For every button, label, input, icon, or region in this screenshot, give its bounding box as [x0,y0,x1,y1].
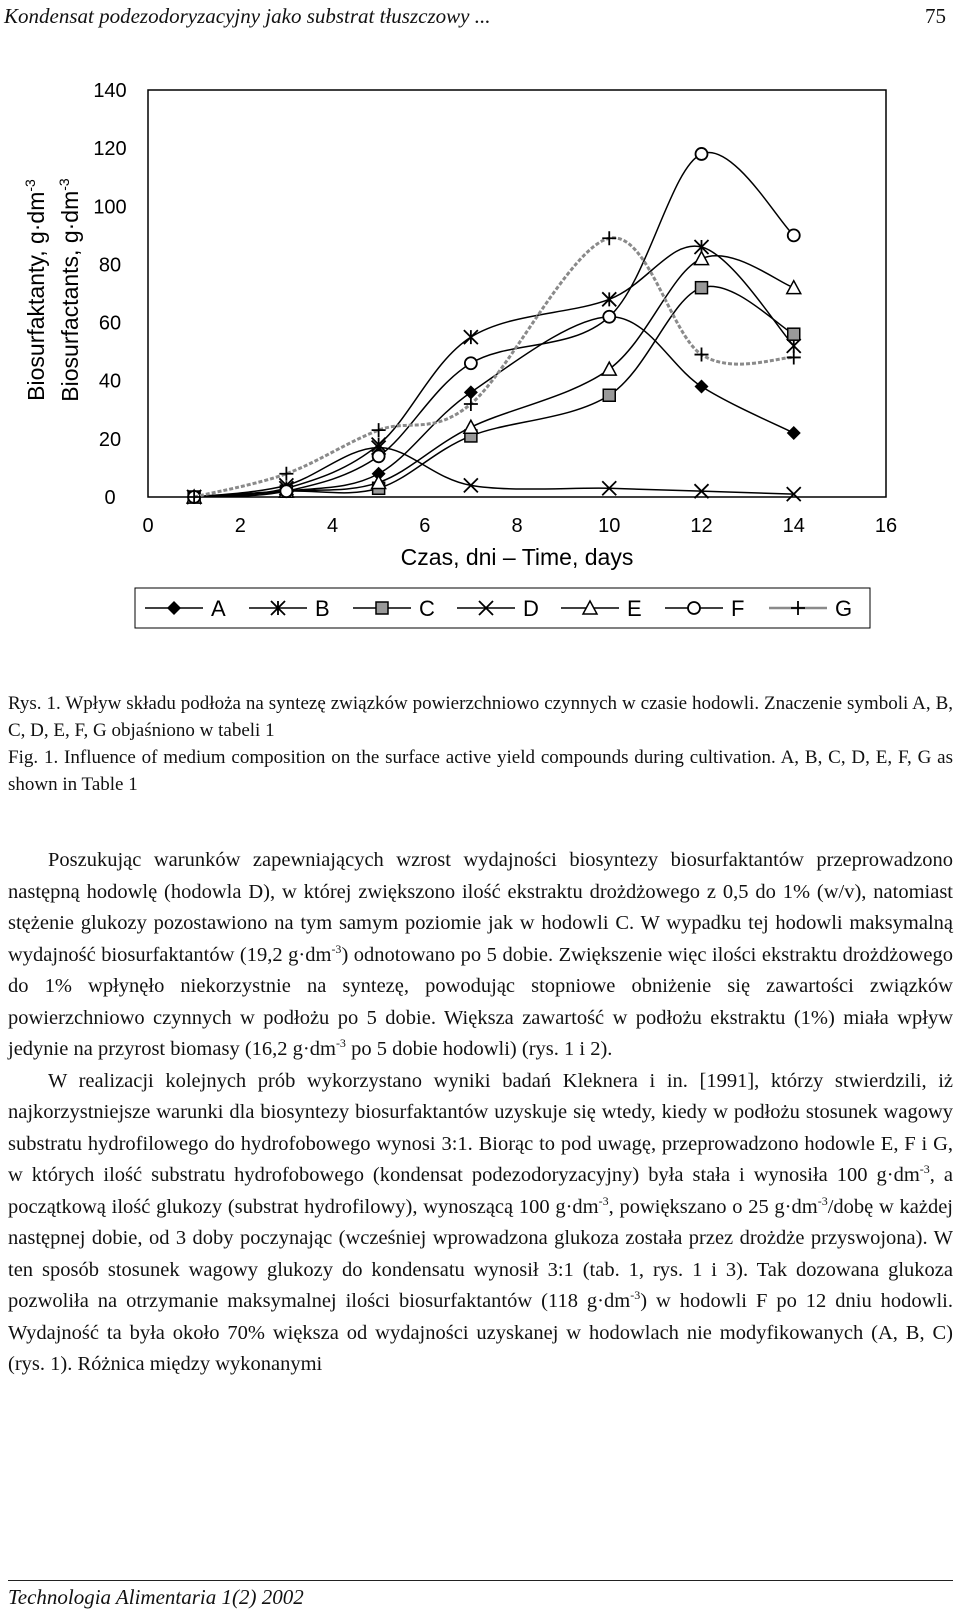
y-tick-label: 140 [93,80,127,102]
x-tick-label: 10 [598,515,621,537]
legend-label: D [523,596,539,621]
legend-item-D [457,596,539,621]
series-line-C [194,286,794,497]
y-tick-label: 60 [98,312,122,335]
x-tick-labels [142,515,897,537]
legend-item-G [769,596,852,621]
data-point-G [787,350,801,364]
data-point-E [695,252,709,265]
x-tick-label: 6 [419,515,431,537]
footer-rule [8,1580,953,1581]
caption-en: Fig. 1. Influence of medium composition on the surface active yield compounds during cultivation. A, B, C, D, E, F, G as shown in Table 1 [8,747,953,795]
data-point-F [373,450,385,462]
x-tick-label: 14 [782,515,805,537]
y-tick-label: 120 [93,138,127,161]
legend-item-B [249,596,330,621]
legend-item-F [665,596,744,621]
data-point-G [279,467,293,481]
series-B [187,240,801,504]
x-axis-label: Czas, dni – Time, days [400,544,634,570]
body-text [8,845,953,1381]
series-line-A [194,317,794,497]
data-point-F [465,357,477,369]
y-tick-label: 40 [98,370,122,393]
data-point-F [603,311,615,323]
paragraph-2: W realizacji kolejnych prób wykorzystano wyniki badań Kleknera i in. [1991], którzy stwierdzili, iż najkorzystniejsze warunki dla biosyntezy biosurfaktantów uzyskuje się wtedy, kiedy w podłożu stosunek wagowy substratu hydrofilowego do hydrofobowego wynosi 3:1. Biorąc to pod uwagę, przeprowadzono hodowle E, F i G, w których ilość substratu hydrofobowego (kondensat podezodoryzacyjny) była stała i wynosiła 100 $g\cdot dm^{-3}$, a początkową ilość glukozy (substrat hydrofilowy), wynoszącą 100 $g\cdot dm^{-3}$, powiększano o 25 $g\cdot dm^{-3}$/dobę w każdej następnej dobie, od 3 doby poczynając (wcześniej wprowadzona glukoza została przez drożdże przyswojona). W ten sposób stosunek wagowy glukozy do kondensatu wynosił 3:1 (tab. 1, rys. 1 i 3). Tak dozowana glukoza pozwoliła na otrzymanie maksymalnej ilości biosurfaktantów (118 $g\cdot dm^{-3}$) w hodowli F po 12 dniu hodowli. Wydajność ta była około 70% większa od wydajności uzyskanej w hodowlach nie modyfikowanych (A, B, C) (rys. 1). Różnica między wykonanymi [8,1069,954,1375]
series-layer [187,148,801,504]
legend-label: A [211,596,226,621]
legend-label: C [419,596,435,621]
legend-marker [688,602,700,614]
legend-label: G [835,596,853,621]
y-tick-label: 0 [104,487,116,509]
series-line-G [194,238,794,497]
legend-item-E [561,596,642,621]
running-title: Kondensat podezodoryzacyjny jako substrat tłuszczowy ... [4,4,491,28]
x-tick-label: 4 [326,515,339,537]
y-tick-label: 100 [93,196,127,219]
data-point-B [602,292,616,306]
legend [145,596,852,621]
data-point-F [696,148,708,160]
plot-area [148,90,886,497]
data-point-C [603,389,615,401]
legend-item-C [353,596,435,621]
data-point-E [787,281,801,294]
legend-marker [376,602,388,614]
x-tick-label: 8 [511,515,523,537]
data-point-F [788,229,800,241]
data-point-F [280,485,292,497]
x-tick-label: 0 [142,515,154,537]
x-tick-label: 16 [874,515,898,537]
y-axis-label-pl: Biosurfaktanty, $g\cdot dm^{-3}$ [22,179,49,401]
legend-item-A [145,596,226,621]
y-tick-labels [93,80,126,509]
legend-label: F [731,596,745,621]
data-point-C [696,282,708,294]
data-point-A [787,426,801,440]
x-tick-label: 12 [690,515,713,537]
legend-marker [791,601,805,615]
figure-1-chart [0,60,960,640]
figure-caption [8,690,953,798]
caption-pl: Rys. 1. Wpływ składu podłoża na syntezę związków powierzchniowo czynnych w czasie hodowli. Znaczenie symboli A, B, C, D, E, F, G objaśniono w tabeli 1 [8,693,953,741]
y-tick-label: 80 [98,254,122,277]
data-point-E [464,420,478,433]
y-axis-label-en: Biosurfactants, $g\cdot dm^{-3}$ [56,178,83,402]
data-point-E [602,362,616,375]
data-point-C [788,328,800,340]
x-tick-label: 2 [234,515,246,537]
page-number: 75 [925,4,946,28]
series-C [188,282,800,503]
series-line-F [194,152,794,497]
data-point-A [695,380,709,394]
legend-label: B [315,596,330,621]
data-point-G [372,423,386,437]
running-header [4,4,954,34]
y-tick-label: 20 [98,428,122,451]
paragraph-1: Poszukując warunków zapewniających wzrost wydajności biosyntezy biosurfaktantów przeprowadzono następną hodowlę (hodowla D), w której zwiększono ilość ekstraktu drożdżowego z 0,5 do 1% (w/v), natomiast stężenie glukozy pozostawiono na tym samym poziomie jak w hodowli C. W wypadku tej hodowli maksymalną wydajność biosurfaktantów (19,2 $g\cdot dm^{-3}$) odnotowano po 5 dobie. Zwiększenie więc ilości ekstraktu drożdżowego do 1% wpłynęło niekorzystnie na syntezę, powodując stopniowe obniżenie się zawartości związków powierzchniowo czynnych w podłożu po 5 dobie. Większa zawartość w podłożu ekstraktu (1%) miała wpływ jedynie na przyrost biomasy (16,2 $g\cdot dm^{-3}$ po 5 dobie hodowli) (rys. 1 i 2). [8,849,953,1060]
running-footer: Technologia Alimentaria 1(2) 2002 [8,1585,304,1609]
legend-label: E [627,596,642,621]
data-point-G [602,231,616,245]
legend-marker [167,601,181,615]
data-point-D [464,478,478,492]
data-point-B [464,330,478,344]
series-G [187,231,801,504]
